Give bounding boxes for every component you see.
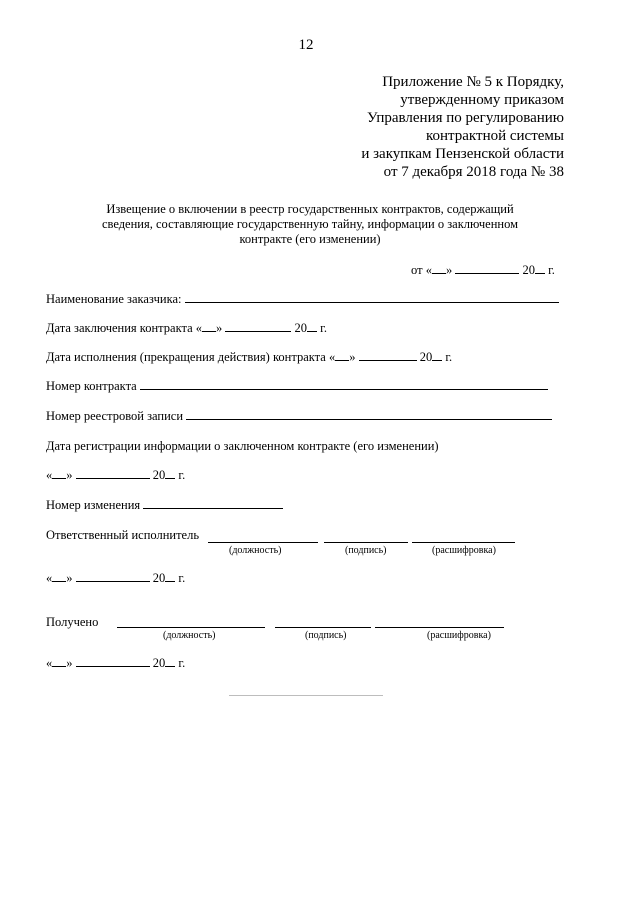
year-blank[interactable] (165, 656, 175, 667)
responsible-position-field[interactable] (208, 542, 318, 543)
position-caption: (должность) (229, 545, 282, 556)
year-suffix: г. (175, 468, 186, 482)
year-blank[interactable] (307, 321, 317, 332)
month-blank[interactable] (76, 571, 150, 582)
registry-number-field[interactable] (186, 409, 552, 420)
month-blank[interactable] (76, 656, 150, 667)
customer-name-label: Наименование заказчика: (46, 292, 182, 306)
received-row (46, 615, 98, 630)
execution-date-row (46, 350, 452, 365)
from-prefix: от (411, 263, 423, 277)
customer-name-field[interactable] (185, 292, 559, 303)
day-blank[interactable] (335, 350, 349, 361)
position-caption: (должность) (163, 630, 216, 641)
year-prefix: 20 (419, 350, 433, 364)
change-number-label: Номер изменения (46, 498, 141, 512)
appendix-line: утвержденному приказом (400, 92, 564, 108)
change-number-row (46, 498, 283, 513)
quote-close: » (216, 321, 223, 335)
day-blank[interactable] (202, 321, 216, 332)
appendix-line: контрактной системы (425, 128, 564, 144)
transcript-caption: (расшифровка) (427, 630, 491, 641)
month-blank[interactable] (225, 321, 291, 332)
title-line: Извещение о включении в реестр государственных контрактов, содержащий (106, 202, 514, 216)
title-line: контракте (его изменении) (239, 232, 381, 246)
contract-number-field[interactable] (140, 379, 548, 390)
registry-number-row (46, 409, 552, 424)
year-blank[interactable] (432, 350, 442, 361)
year-suffix: г. (175, 571, 186, 585)
year-blank[interactable] (535, 263, 545, 274)
quote-open: « (46, 468, 53, 482)
quote-close: » (349, 350, 356, 364)
execution-date-label: Дата исполнения (прекращения действия) контракта (46, 350, 326, 364)
quote-open: « (425, 263, 432, 277)
year-suffix: г. (544, 263, 555, 277)
day-blank[interactable] (52, 656, 66, 667)
customer-name-row (46, 292, 559, 307)
received-position-field[interactable] (117, 627, 265, 628)
responsible-label: Ответственный исполнитель (46, 528, 200, 542)
year-blank[interactable] (165, 571, 175, 582)
quote-open: « (195, 321, 203, 335)
quote-close: » (66, 571, 73, 585)
signature-caption: (подпись) (345, 545, 387, 556)
signature-caption: (подпись) (305, 630, 347, 641)
year-suffix: г. (317, 321, 327, 335)
year-suffix: г. (442, 350, 453, 364)
appendix-line: Управления по регулированию (367, 110, 564, 126)
day-blank[interactable] (432, 263, 446, 274)
registration-date-value (46, 468, 185, 483)
responsible-row (46, 528, 199, 543)
registry-number-label: Номер реестровой записи (46, 409, 184, 423)
appendix-line: от 7 декабря 2018 года № 38 (383, 164, 564, 180)
page-number: 12 (298, 37, 314, 53)
registration-date-label: Дата регистрации информации о заключенном контракте (его изменении) (46, 439, 439, 453)
closing-divider (229, 695, 383, 696)
quote-open: « (328, 350, 336, 364)
year-prefix: 20 (152, 468, 166, 482)
day-blank[interactable] (52, 468, 66, 479)
month-blank[interactable] (359, 350, 417, 361)
contract-number-row (46, 379, 548, 394)
year-suffix: г. (175, 656, 186, 670)
year-prefix: 20 (152, 571, 166, 585)
registration-date-row (46, 439, 439, 454)
title-line: сведения, составляющие государственную тайну, информации о заключенном (101, 217, 519, 231)
appendix-line: и закупкам Пензенской области (361, 146, 564, 162)
appendix-line: Приложение № 5 к Порядку, (382, 74, 564, 90)
responsible-date (46, 571, 185, 586)
quote-close: » (66, 656, 73, 670)
change-number-field[interactable] (143, 498, 283, 509)
year-prefix: 20 (522, 263, 535, 277)
quote-close: » (66, 468, 73, 482)
quote-close: » (445, 263, 453, 277)
year-prefix: 20 (152, 656, 166, 670)
contract-date-label: Дата заключения контракта (46, 321, 193, 335)
notice-date-line (411, 263, 555, 278)
received-transcript-field[interactable] (375, 627, 504, 628)
received-label: Получено (46, 615, 99, 629)
year-blank[interactable] (165, 468, 175, 479)
month-blank[interactable] (76, 468, 150, 479)
contract-number-label: Номер контракта (46, 379, 137, 393)
received-date (46, 656, 185, 671)
quote-open: « (46, 571, 53, 585)
contract-date-row (46, 321, 327, 336)
received-signature-field[interactable] (275, 627, 371, 628)
quote-open: « (46, 656, 53, 670)
transcript-caption: (расшифровка) (432, 545, 496, 556)
day-blank[interactable] (52, 571, 66, 582)
month-blank[interactable] (455, 263, 519, 274)
responsible-transcript-field[interactable] (412, 542, 515, 543)
document-title (70, 202, 550, 247)
appendix-header (264, 73, 564, 181)
responsible-signature-field[interactable] (324, 542, 408, 543)
year-prefix: 20 (294, 321, 308, 335)
